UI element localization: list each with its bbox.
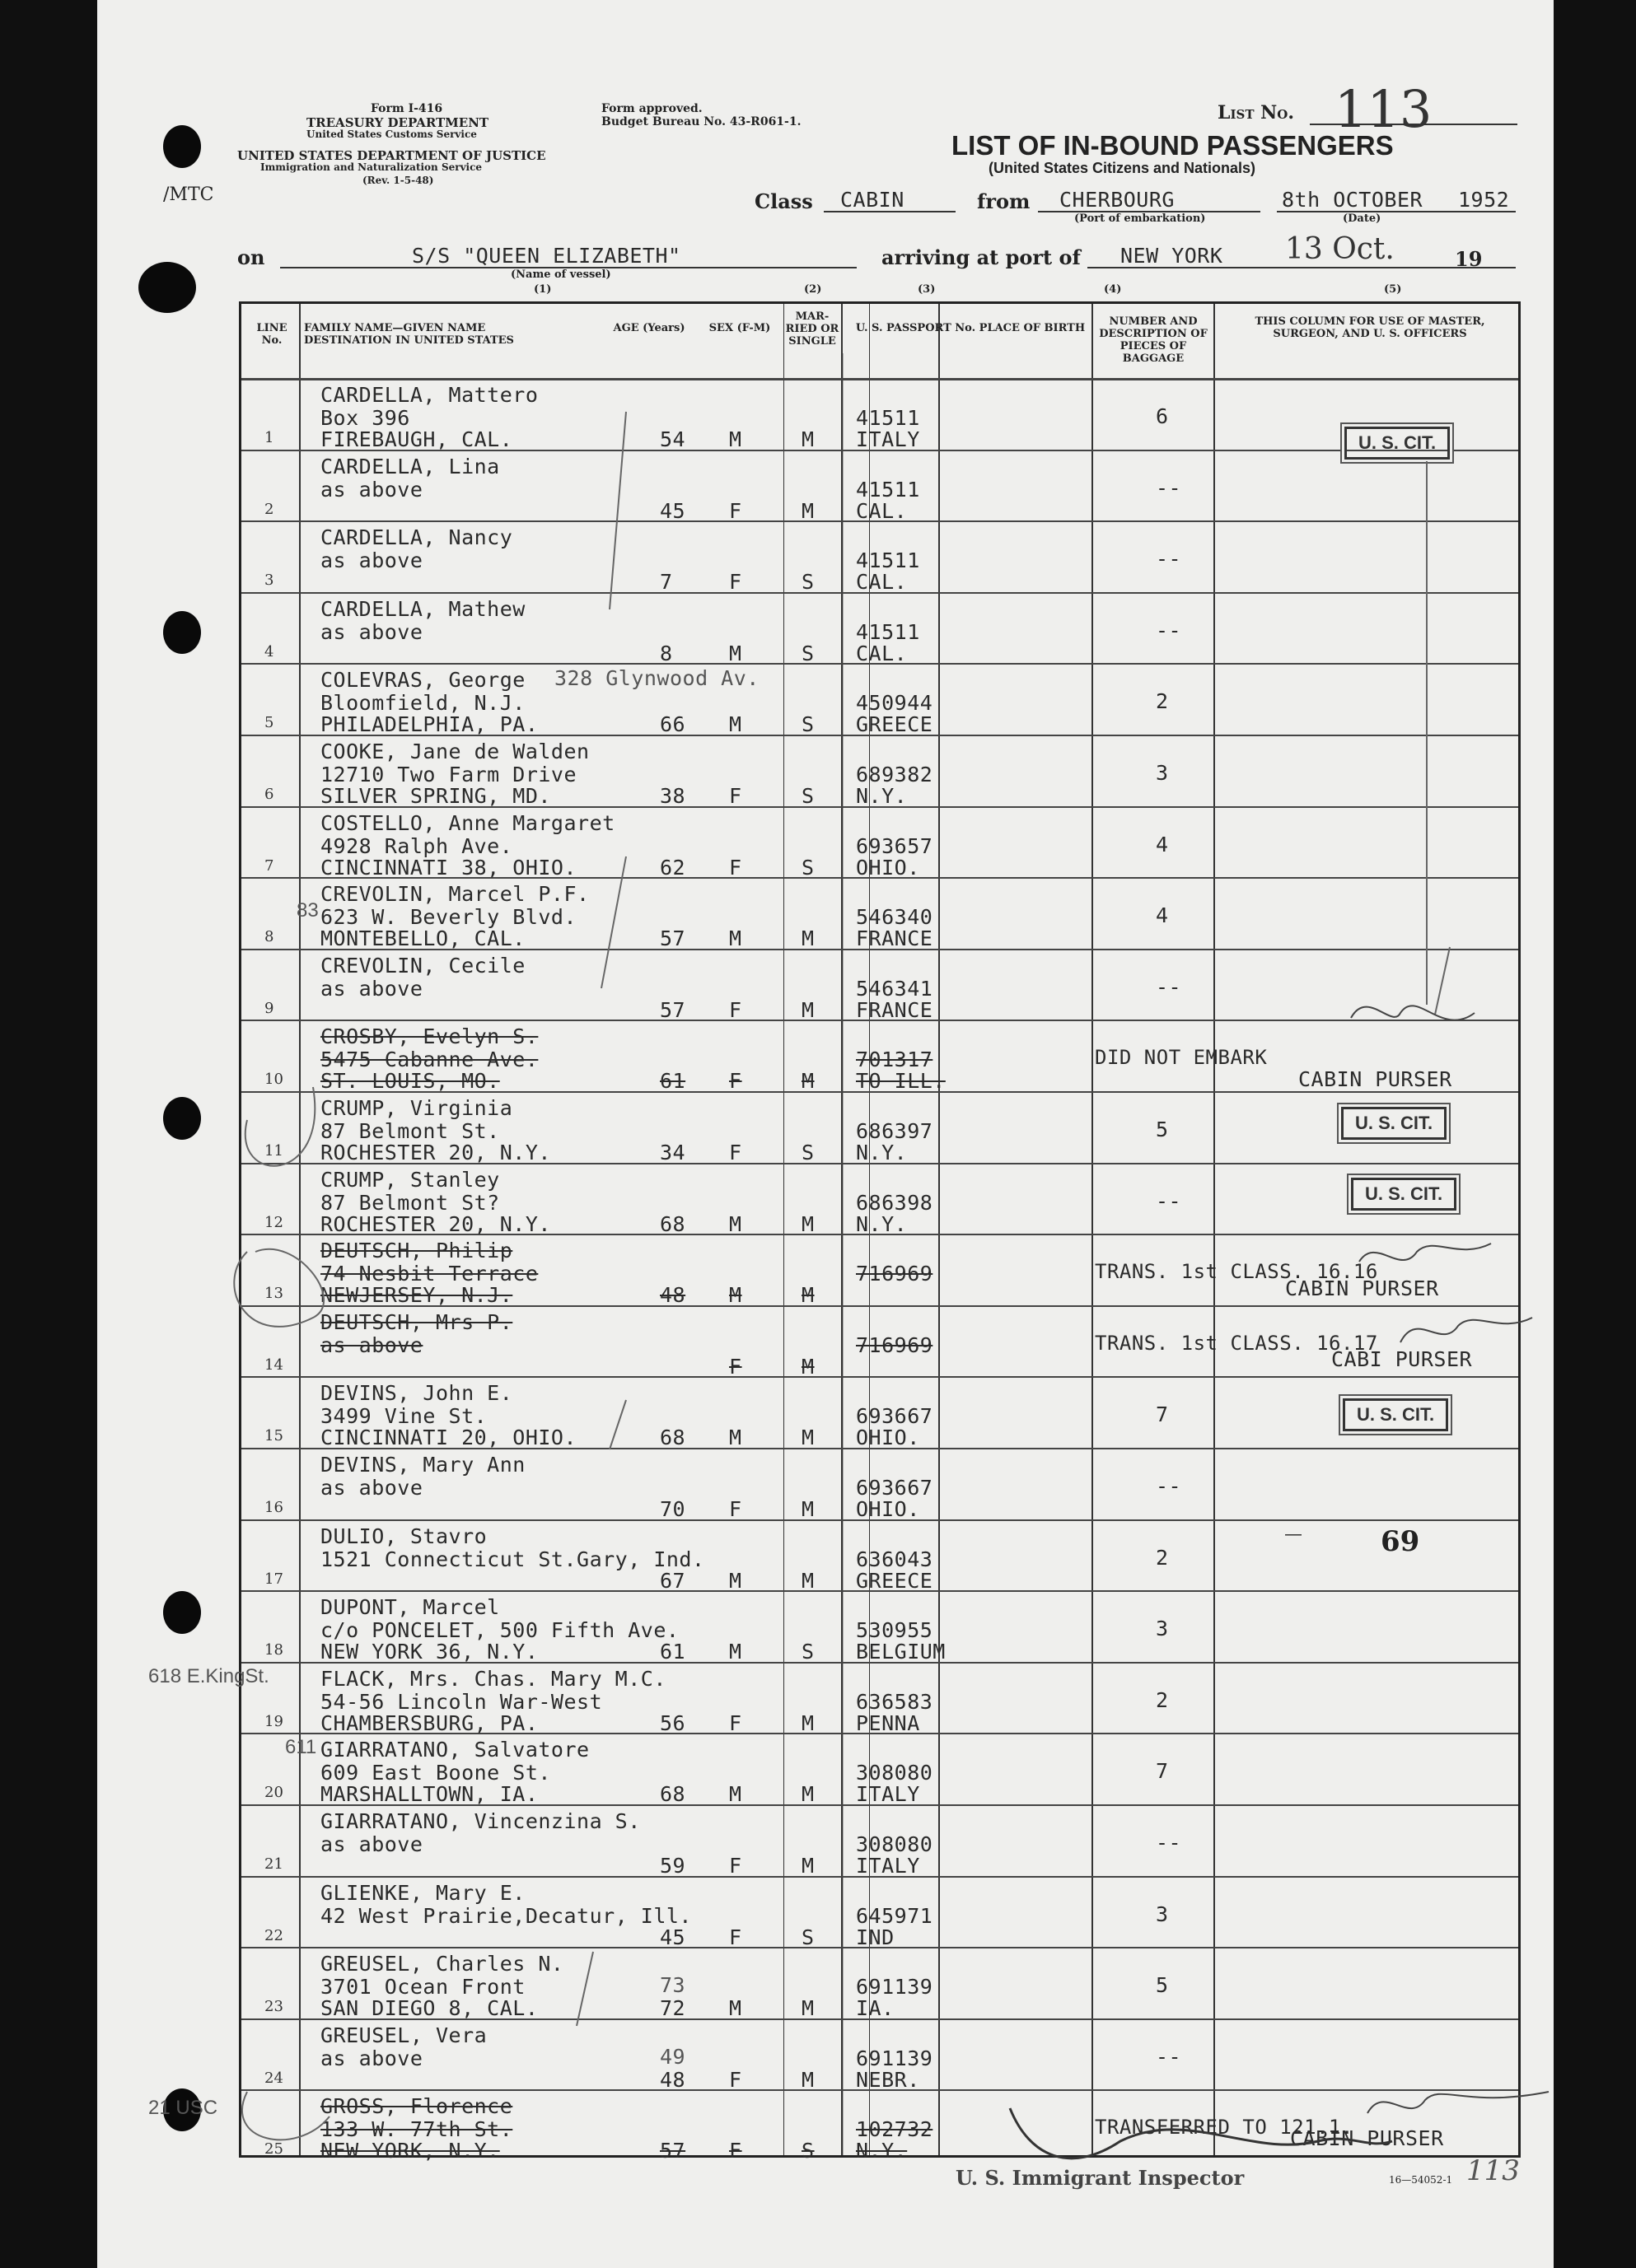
doj: UNITED STATES DEPARTMENT OF JUSTICE: [237, 148, 546, 163]
cell-passport: 691139: [856, 2046, 933, 2070]
cell-bag: 4: [1156, 832, 1169, 856]
cell-ms: M: [802, 1996, 815, 2021]
cell-line: 12: [264, 1213, 283, 1231]
cell-birth: TO ILL.: [856, 1069, 946, 1094]
cell-passport: 636043: [856, 1547, 933, 1571]
footer-page-number: 113: [1466, 2154, 1520, 2187]
cell-name: DULIO, Stavro: [320, 1524, 488, 1548]
customs-service: United States Customs Service: [306, 128, 477, 140]
cell-birth: GREECE: [856, 1568, 933, 1593]
cell-name: CARDELLA, Nancy: [320, 525, 513, 550]
cabin-purser-note: CABIN PURSER: [1298, 1067, 1452, 1091]
cell-age: 8: [660, 641, 673, 665]
cell-addr1: as above: [320, 2046, 423, 2070]
cell-sex: F: [729, 498, 742, 523]
cell-sex: F: [729, 2067, 742, 2092]
cell-age: 61: [660, 1069, 686, 1094]
cell-passport: 693657: [856, 833, 933, 858]
cell-addr1: as above: [320, 976, 423, 1001]
cell-name: DUPONT, Marcel: [320, 1595, 500, 1620]
from-value: CHERBOURG: [1059, 188, 1175, 212]
cell-ms: M: [802, 1069, 815, 1094]
cell-passport: 686397: [856, 1119, 933, 1143]
cell-passport: 645971: [856, 1903, 933, 1928]
cell-birth: OHIO.: [856, 855, 920, 880]
cell-ms: M: [802, 1426, 815, 1450]
revision: (Rev. 1-5-48): [362, 175, 434, 186]
cell-passport: 693667: [856, 1476, 933, 1500]
cell-birth: ITALY: [856, 1782, 920, 1807]
cell-sex: M: [729, 712, 742, 737]
cell-bag: --: [1156, 475, 1182, 500]
cell-birth: OHIO.: [856, 1497, 920, 1521]
cell-name: CREVOLIN, Cecile: [320, 953, 526, 978]
cell-passport: 546341: [856, 976, 933, 1001]
cell-line: 9: [264, 999, 274, 1017]
cell-name: CROSBY, Evelyn S.: [320, 1024, 539, 1049]
cell-addr1: 133 W. 77th St.: [320, 2117, 513, 2142]
cell-bag: 3: [1156, 1617, 1169, 1641]
cell-age: 54: [660, 427, 686, 451]
us-cit-stamp: U. S. CIT.: [1344, 427, 1450, 460]
cell-ms: M: [802, 1854, 815, 1878]
cell-addr1: 5475 Cabanne Ave.: [320, 1048, 539, 1072]
col-num-3: (3): [918, 283, 936, 296]
cell-sex: F: [729, 2139, 742, 2163]
cell-ms: M: [802, 2067, 815, 2092]
cell-age: 34: [660, 1141, 686, 1164]
cell-ms: M: [802, 997, 815, 1022]
cell-sex: F: [729, 1710, 742, 1735]
cell-birth: ITALY: [856, 427, 920, 451]
cell-bag: 5: [1156, 1118, 1169, 1141]
cell-sex: F: [729, 1497, 742, 1521]
col-num-2: (2): [804, 283, 822, 296]
header-age: AGE (Years): [613, 322, 685, 334]
header-passport: U. S. PASSPORT No. PLACE OF BIRTH: [855, 322, 1086, 334]
budget-bureau: Budget Bureau No. 43-R061-1.: [601, 115, 802, 128]
arrival-year: 19: [1455, 247, 1483, 271]
cell-sex: F: [729, 997, 742, 1022]
cell-note: 328 Glynwood Av.: [554, 666, 760, 691]
cell-name: GREUSEL, Charles N.: [320, 1952, 564, 1976]
cell-ms: S: [802, 855, 815, 880]
cell-line: 13: [264, 1285, 283, 1303]
cell-age: 38: [660, 784, 686, 808]
us-cit-stamp: U. S. CIT.: [1351, 1178, 1456, 1211]
cell-bag: 7: [1156, 1759, 1169, 1784]
cell-passport: 693667: [856, 1404, 933, 1429]
cell-addr2: SILVER SPRING, MD.: [320, 784, 551, 808]
header-sex: SEX (F-M): [708, 322, 771, 334]
cell-addr2: CHAMBERSBURG, PA.: [320, 1710, 539, 1735]
cell-bag: 2: [1156, 1545, 1169, 1570]
cell-bag: 2: [1156, 689, 1169, 714]
cell-passport: 41511: [856, 619, 920, 644]
cell-birth: N.Y.: [856, 1141, 908, 1164]
cell-sex: F: [729, 1069, 742, 1094]
cell-passport: 41511: [856, 406, 920, 430]
cell-ms: S: [802, 570, 815, 595]
cell-addr1: 12710 Two Farm Drive: [320, 763, 577, 786]
cell-ms: S: [802, 784, 815, 808]
cell-line: 22: [264, 1926, 283, 1944]
class-label: Class: [755, 189, 813, 213]
cell-name: COSTELLO, Anne Margaret: [320, 810, 615, 835]
cell-addr2: CINCINNATI 20, OHIO.: [320, 1426, 577, 1450]
cell-age: 57: [660, 997, 686, 1022]
cell-age: 45: [660, 1925, 686, 1949]
cell-bag: --: [1156, 618, 1182, 642]
cell-age: 68: [660, 1782, 686, 1807]
from-label: from: [977, 189, 1031, 213]
cell-addr1: 3701 Ocean Front: [320, 1975, 526, 2000]
cell-addr2: MONTEBELLO, CAL.: [320, 926, 526, 951]
cell-addr1: 4928 Ralph Ave.: [320, 833, 513, 858]
cell-age-note: 73: [660, 1973, 686, 1998]
cell-birth: IND: [856, 1925, 895, 1949]
cabin-purser-note: CABI PURSER: [1331, 1347, 1473, 1371]
cell-line: 23: [264, 1998, 283, 2016]
cell-addr2: MARSHALLTOWN, IA.: [320, 1782, 539, 1807]
arriving-label: arriving at port of: [881, 245, 1081, 269]
cell-ms: M: [802, 1568, 815, 1593]
inspector-signature-line: U. S. Immigrant Inspector: [956, 2166, 1245, 2190]
cell-addr1: 609 East Boone St.: [320, 1761, 551, 1785]
cell-addr1: as above: [320, 1476, 423, 1500]
cell-name: DEUTSCH, Philip: [320, 1239, 513, 1263]
cell-name: DEUTSCH, Mrs P.: [320, 1309, 513, 1334]
header-name: FAMILY NAME—GIVEN NAME DESTINATION IN UNITED STATES: [304, 322, 514, 347]
cell-sex: F: [729, 855, 742, 880]
cell-name: CRUMP, Virginia: [320, 1096, 513, 1120]
cell-birth: N.Y.: [856, 2139, 908, 2163]
cell-addr2: ST. LOUIS, MO.: [320, 1069, 500, 1094]
cell-sex: M: [729, 1283, 742, 1308]
cell-name: GREUSEL, Vera: [320, 2023, 488, 2047]
cell-sex: M: [729, 1211, 742, 1236]
cell-ms: S: [802, 712, 815, 737]
cell-ms: M: [802, 1354, 815, 1379]
cell-passport: 716969: [856, 1262, 933, 1286]
cell-line: 7: [264, 856, 274, 875]
on-label: on: [237, 245, 265, 269]
date-note: (Date): [1343, 212, 1381, 225]
cell-line: 21: [264, 1855, 283, 1873]
cell-age: 56: [660, 1710, 686, 1735]
header-baggage: NUMBER AND DESCRIPTION OF PIECES OF BAGGAGE: [1099, 315, 1208, 365]
cell-bag: 2: [1156, 1687, 1169, 1712]
cell-ms: S: [802, 1141, 815, 1164]
ins: Immigration and Naturalization Service: [260, 161, 483, 173]
cell-line: 17: [264, 1570, 283, 1588]
cell-age: 66: [660, 712, 686, 737]
arrival-date: 13 Oct.: [1285, 232, 1395, 266]
cell-line: 25: [264, 2140, 283, 2158]
form-subtitle: (United States Citizens and Nationals): [989, 160, 1256, 176]
cell-name: COLEVRAS, George: [320, 668, 526, 693]
us-cit-stamp: U. S. CIT.: [1341, 1107, 1447, 1140]
cell-sex: M: [729, 641, 742, 665]
cell-bag: 3: [1156, 1902, 1169, 1926]
cell-name: COOKE, Jane de Walden: [320, 740, 590, 763]
cell-passport: 450944: [856, 691, 933, 716]
cell-addr1: as above: [320, 477, 423, 502]
list-no-label: List No.: [1218, 102, 1294, 124]
cell-passport: 308080: [856, 1761, 933, 1785]
cell-passport: 701317: [856, 1048, 933, 1072]
cell-bag: DID NOT EMBARK: [1095, 1046, 1268, 1070]
cell-sex: F: [729, 784, 742, 808]
cell-birth: OHIO.: [856, 1426, 920, 1450]
cell-name: GIARRATANO, Salvatore: [320, 1738, 590, 1762]
cell-addr1: Box 396: [320, 406, 410, 430]
cell-passport: 716969: [856, 1332, 933, 1357]
cell-sex: M: [729, 1782, 742, 1807]
margin-note-21usc: 21 USC: [148, 2097, 218, 2119]
cell-age: 72: [660, 1996, 686, 2021]
cell-addr1: c/o PONCELET, 500 Fifth Ave.: [320, 1618, 680, 1643]
cell-passport: 530955: [856, 1618, 933, 1643]
cell-addr1: as above: [320, 1832, 423, 1856]
footer-form-number: 16—54052-1: [1389, 2174, 1453, 2186]
cell-sex: F: [729, 1354, 742, 1379]
cell-birth: GREECE: [856, 712, 933, 737]
cell-bag: TRANSFERRED TO 121.1.: [1095, 2116, 1353, 2140]
cell-birth: CAL.: [856, 570, 908, 595]
cell-bag: TRANS. 1st CLASS. 16.17: [1095, 1331, 1378, 1355]
cell-addr1: 74 Nesbit Terrace: [320, 1262, 539, 1286]
cell-line: 2: [264, 500, 274, 518]
cell-addr2: PHILADELPHIA, PA.: [320, 712, 539, 737]
cell-bag: TRANS. 1st CLASS. 16.16: [1095, 1260, 1378, 1284]
cell-line: 11: [264, 1142, 283, 1160]
cell-bag: --: [1156, 1188, 1182, 1213]
cell-addr1: as above: [320, 619, 423, 644]
cell-bag: 6: [1156, 404, 1169, 428]
cell-age: 7: [660, 570, 673, 595]
cell-line: 14: [264, 1356, 283, 1374]
cell-line: 18: [264, 1641, 283, 1659]
cell-addr1: 42 West Prairie,Decatur, Ill.: [320, 1903, 692, 1928]
cell-line: 16: [264, 1499, 283, 1516]
cell-bag: 4: [1156, 903, 1169, 928]
dash-mark: —: [1285, 1525, 1302, 1543]
cell-line: 15: [264, 1427, 283, 1445]
cabin-purser-note: CABIN PURSER: [1290, 2126, 1444, 2150]
cell-addr1: as above: [320, 548, 423, 573]
cell-birth: PENNA: [856, 1710, 920, 1735]
cell-ms: S: [802, 641, 815, 665]
treasury-dept: TREASURY DEPARTMENT: [306, 115, 489, 130]
cell-bag: --: [1156, 974, 1182, 999]
cell-addr1: 87 Belmont St.: [320, 1119, 500, 1143]
cell-name: CRUMP, Stanley: [320, 1167, 500, 1192]
cell-bag: --: [1156, 1831, 1182, 1855]
cell-addr2: ROCHESTER 20, N.Y.: [320, 1141, 551, 1164]
mtc-note: /MTC: [163, 184, 214, 205]
cell-ms: M: [802, 1782, 815, 1807]
cell-age: 62: [660, 855, 686, 880]
cell-name: DEVINS, Mary Ann: [320, 1453, 526, 1477]
cell-name: GIARRATANO, Vincenzina S.: [320, 1809, 641, 1833]
cell-name: CREVOLIN, Marcel P.F.: [320, 882, 590, 907]
cell-ms: S: [802, 2139, 815, 2163]
col-num-1: (1): [534, 283, 552, 296]
cell-name: DEVINS, John E.: [320, 1381, 513, 1406]
cell-addr2: NEW YORK 36, N.Y.: [320, 1640, 539, 1664]
port-embarkation-note: (Port of embarkation): [1074, 212, 1206, 225]
cell-bag: 3: [1156, 761, 1169, 785]
vessel-value: S/S "QUEEN ELIZABETH": [412, 244, 681, 268]
cell-addr1: 3499 Vine St.: [320, 1404, 488, 1429]
cell-line: 1: [264, 429, 274, 446]
header-officers: THIS COLUMN FOR USE OF MASTER, SURGEON, AND U. S. OFFICERS: [1255, 315, 1485, 340]
cell-birth: NEBR.: [856, 2067, 920, 2092]
cell-ms: M: [802, 1710, 815, 1735]
cell-name: CARDELLA, Mattero: [320, 383, 539, 407]
cell-name: CARDELLA, Mathew: [320, 596, 526, 621]
form-title: LIST OF IN-BOUND PASSENGERS: [951, 130, 1394, 161]
cell-name: GLIENKE, Mary E.: [320, 1880, 526, 1905]
cell-birth: FRANCE: [856, 926, 933, 951]
cell-name: GROSS, Florence: [320, 2094, 513, 2119]
big-number-69: 69: [1381, 1525, 1420, 1558]
cell-birth: N.Y.: [856, 1211, 908, 1236]
margin-note-83: 83: [297, 899, 319, 922]
cell-age: 48: [660, 1283, 686, 1308]
cell-passport: 41511: [856, 548, 920, 573]
class-value: CABIN: [840, 188, 904, 212]
cell-ms: S: [802, 1640, 815, 1664]
cell-birth: N.Y.: [856, 784, 908, 808]
cell-sex: F: [729, 1925, 742, 1949]
cell-addr1: as above: [320, 1332, 423, 1357]
cell-birth: BELGIUM: [856, 1640, 946, 1664]
cell-age: 57: [660, 2139, 686, 2163]
year-value: 1952: [1458, 188, 1510, 212]
cell-passport: 691139: [856, 1975, 933, 2000]
cell-addr1: 1521 Connecticut St.Gary, Ind.: [320, 1547, 705, 1571]
cell-age: 68: [660, 1211, 686, 1236]
cell-bag: --: [1156, 1474, 1182, 1498]
header-line-no: LINE No.: [256, 322, 287, 347]
cell-ms: M: [802, 926, 815, 951]
cell-addr1: Bloomfield, N.J.: [320, 691, 526, 716]
cell-age: 45: [660, 498, 686, 523]
cell-passport: 102732: [856, 2117, 933, 2142]
cell-sex: M: [729, 926, 742, 951]
cell-passport: 636583: [856, 1689, 933, 1714]
cell-age: 70: [660, 1497, 686, 1521]
cell-line: 19: [264, 1712, 283, 1730]
cell-sex: M: [729, 427, 742, 451]
cell-name: FLACK, Mrs. Chas. Mary M.C.: [320, 1666, 666, 1691]
cell-ms: S: [802, 1925, 815, 1949]
cell-age: 59: [660, 1854, 686, 1878]
cell-addr1: 54-56 Lincoln War-West: [320, 1689, 603, 1714]
cell-birth: CAL.: [856, 498, 908, 523]
vessel-note: (Name of vessel): [511, 268, 611, 281]
us-cit-stamp: U. S. CIT.: [1343, 1398, 1448, 1431]
cell-birth: FRANCE: [856, 997, 933, 1022]
cell-line: 8: [264, 928, 274, 946]
cell-birth: IA.: [856, 1996, 895, 2021]
cell-addr2: FIREBAUGH, CAL.: [320, 427, 513, 451]
form-approved: Form approved.: [601, 102, 703, 115]
cell-sex: M: [729, 1426, 742, 1450]
col-num-4: (4): [1104, 283, 1122, 296]
margin-note-611: 611: [285, 1736, 317, 1758]
cell-age: 57: [660, 926, 686, 951]
cell-birth: CAL.: [856, 641, 908, 665]
list-no-value: 113: [1335, 79, 1433, 139]
cell-line: 24: [264, 2069, 283, 2087]
cell-sex: M: [729, 1640, 742, 1664]
cell-line: 10: [264, 1071, 283, 1089]
cell-age: 48: [660, 2067, 686, 2092]
cell-bag: 5: [1156, 1973, 1169, 1998]
cell-line: 5: [264, 714, 274, 732]
cell-addr2: NEW YORK, N.Y.: [320, 2139, 500, 2163]
form-number: Form I-416: [371, 102, 443, 115]
cell-ms: M: [802, 427, 815, 451]
cell-addr2: SAN DIEGO 8, CAL.: [320, 1996, 539, 2021]
cell-passport: 689382: [856, 763, 933, 786]
date-value: 8th OCTOBER: [1282, 188, 1423, 212]
cell-line: 6: [264, 786, 274, 803]
cell-bag: 7: [1156, 1402, 1169, 1427]
cell-age: 68: [660, 1426, 686, 1450]
cell-name: CARDELLA, Lina: [320, 454, 500, 478]
cabin-purser-note: CABIN PURSER: [1285, 1276, 1439, 1300]
cell-age-note: 49: [660, 2044, 686, 2069]
col-num-5: (5): [1384, 283, 1402, 296]
cell-addr1: 623 W. Beverly Blvd.: [320, 905, 577, 930]
cell-age: 67: [660, 1568, 686, 1593]
cell-passport: 308080: [856, 1832, 933, 1856]
cell-ms: M: [802, 1211, 815, 1236]
cell-line: 3: [264, 572, 274, 590]
cell-line: 20: [264, 1784, 283, 1802]
cell-addr2: ROCHESTER 20, N.Y.: [320, 1211, 551, 1236]
cell-age: 61: [660, 1640, 686, 1664]
port-value: NEW YORK: [1120, 244, 1223, 268]
cell-addr2: NEWJERSEY, N.J.: [320, 1283, 513, 1308]
cell-line: 4: [264, 642, 274, 660]
cell-addr1: 87 Belmont St?: [320, 1190, 500, 1215]
cell-ms: M: [802, 498, 815, 523]
cell-ms: M: [802, 1497, 815, 1521]
cell-sex: M: [729, 1996, 742, 2021]
cell-bag: --: [1156, 547, 1182, 572]
cell-passport: 41511: [856, 477, 920, 502]
cell-passport: 546340: [856, 905, 933, 930]
cell-birth: ITALY: [856, 1854, 920, 1878]
cell-sex: M: [729, 1568, 742, 1593]
cell-passport: 686398: [856, 1190, 933, 1215]
header-married: MAR-RIED OR SINGLE: [785, 310, 839, 348]
cell-ms: M: [802, 1283, 815, 1308]
cell-sex: F: [729, 1854, 742, 1878]
cell-bag: --: [1156, 2044, 1182, 2069]
margin-note-address: 618 E.KingSt.: [148, 1665, 269, 1687]
cell-addr2: CINCINNATI 38, OHIO.: [320, 855, 577, 880]
cell-sex: F: [729, 1141, 742, 1164]
cell-sex: F: [729, 570, 742, 595]
